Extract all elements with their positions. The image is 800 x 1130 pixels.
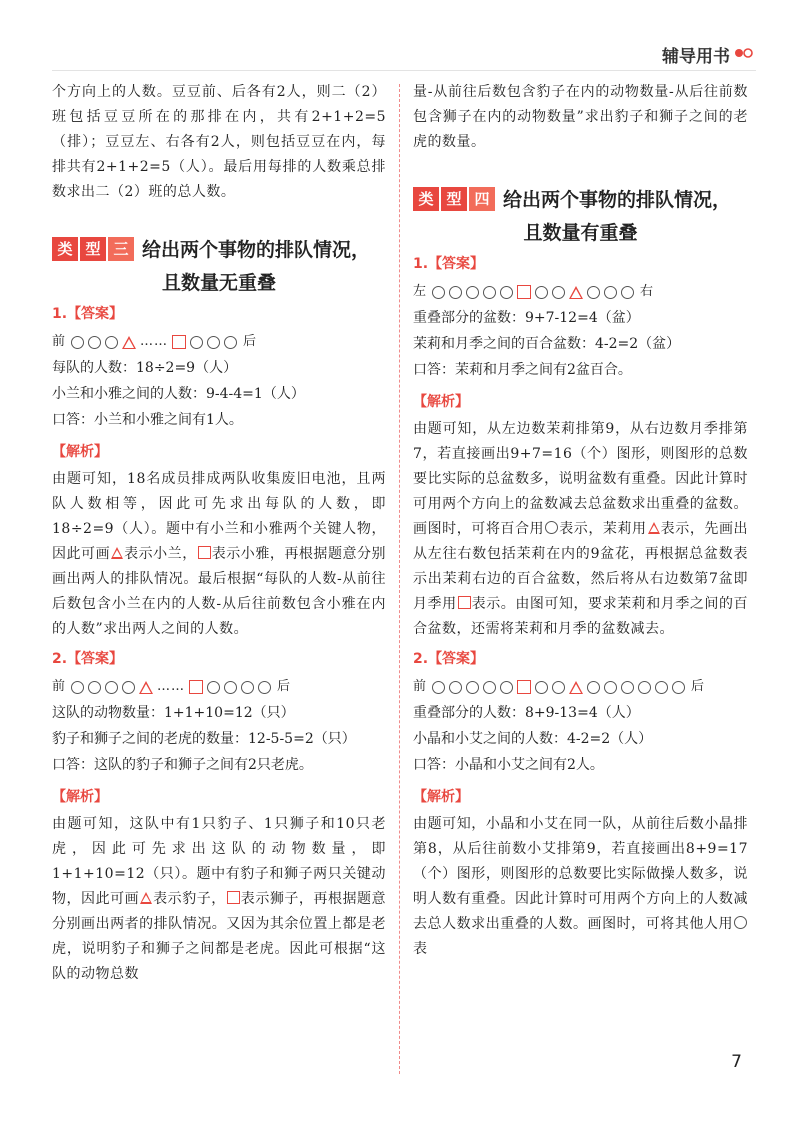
back-label: 后 <box>277 679 291 694</box>
ellipsis: …… <box>157 679 186 694</box>
circle-icon <box>604 286 617 299</box>
section-title-line1: 给出两个事物的排队情况， <box>503 189 732 211</box>
triangle-icon <box>140 892 152 904</box>
q2-line: 口答：这队的豹子和狮子之间有2只老虎。 <box>52 757 313 773</box>
front-label: 前 <box>52 679 66 694</box>
analysis-text: 由题可知，小晶和小艾在同一队，从前往后数小晶排第8，从后往前数小艾排第9，若直接画出8+9=17（个）图形，则图形的总数要比实际做操人数多，说明人数有重叠。因此计算时可用两个方向上的人数减去总人数求出重叠的人数。画图时，可将其他人用 <box>413 816 748 932</box>
circle-icon <box>621 681 634 694</box>
section-title-line2: 且数量有重叠 <box>523 222 638 244</box>
circle-icon <box>535 286 548 299</box>
q1-diagram <box>52 329 386 355</box>
q1-analysis <box>52 467 386 642</box>
badge-char: 四 <box>469 187 495 211</box>
back-label: 后 <box>243 334 257 349</box>
square-icon <box>189 680 203 694</box>
badge-char: 类 <box>52 237 78 261</box>
question-number: 1. <box>52 306 68 322</box>
triangle-icon <box>122 336 136 349</box>
section-badge <box>52 237 136 261</box>
r-q1-answer-label <box>413 251 748 277</box>
circle-icon <box>500 681 513 694</box>
circle-icon <box>483 286 496 299</box>
circle-icon <box>535 681 548 694</box>
header-rule <box>52 70 756 71</box>
circle-icon <box>207 336 220 349</box>
section-type-3-heading <box>52 235 386 295</box>
circle-icon <box>432 286 445 299</box>
q2-diagram <box>52 674 386 700</box>
analysis-text: 由题可知，18名成员排成两队收集废旧电池，且两队人数相等，因此可先求出每队的人数，即18÷2=9（人）。题中有小兰和小雅两个关键人物，因此可画 <box>52 471 386 562</box>
circle-icon <box>466 286 479 299</box>
circle-icon <box>71 336 84 349</box>
back-label: 后 <box>691 679 705 694</box>
circle-icon <box>552 681 565 694</box>
circle-icon <box>449 681 462 694</box>
r-q1-diagram <box>413 279 748 305</box>
right-intro: 量-从前往后数包含豹子在内的动物数量-从后往前数包含狮子在内的动物数量”求出豹子和狮子之间的老虎的数量。 <box>413 84 748 150</box>
analysis-text: 由题可知，这队中有1只豹子、1只狮子和10只老虎，因此可先求出这队的动物数量，即1+1+10=12（只）。题中有豹子和狮子两只关键动物，因此可画 <box>52 816 386 907</box>
circle-icon <box>587 681 600 694</box>
r-q1-line: 重叠部分的盆数：9+7-12=4（盆） <box>413 310 640 326</box>
r-q2-analysis <box>413 812 748 962</box>
circle-icon <box>672 681 685 694</box>
square-icon <box>458 596 471 609</box>
triangle-icon <box>569 286 583 299</box>
square-icon <box>227 891 240 904</box>
ellipsis: …… <box>140 334 169 349</box>
square-icon <box>517 680 531 694</box>
analysis-text: 表示狮子，再根据题意分别画出两者的排队情况。又因为其余位置上都是老虎，说明豹子和狮子之间都是老虎。因此可根据“这队的动物总数 <box>52 891 387 982</box>
answer-label: 【答案】 <box>67 651 124 667</box>
circle-icon <box>207 681 220 694</box>
analysis-text: 表示小雅，再根据题意分别画出两人的排队情况。最后根据“每队的人数-从前往后数包含小兰在内的人数-从后往前数包含小雅在内的人数”求出两人之间的人数。 <box>52 546 387 637</box>
r-q1-analysis <box>413 417 748 642</box>
badge-char: 类 <box>413 187 439 211</box>
question-number: 2. <box>413 651 429 667</box>
section-title-line1: 给出两个事物的排队情况， <box>142 239 371 261</box>
right-column <box>413 80 748 962</box>
analysis-text: 表示。由图可知，要求茉莉和月季之间的百合盆数，还需将茉莉和月季的盆数减去。 <box>413 596 749 637</box>
question-number: 1. <box>413 256 429 272</box>
q2-line: 豹子和狮子之间的老虎的数量：12-5-5=2（只） <box>52 731 356 747</box>
circle-icon <box>604 681 617 694</box>
q2-answer-label <box>52 646 386 672</box>
r-q2-line: 重叠部分的人数：8+9-13=4（人） <box>413 705 640 721</box>
circle-icon <box>449 286 462 299</box>
column-divider <box>399 84 400 1074</box>
header-title: 辅导用书 <box>662 47 730 67</box>
q2-analysis <box>52 812 386 987</box>
right-label: 右 <box>640 284 654 299</box>
r-q2-diagram <box>413 674 748 700</box>
answer-label: 【答案】 <box>67 306 124 322</box>
front-label: 前 <box>52 334 66 349</box>
badge-char: 型 <box>80 237 106 261</box>
answer-label: 【答案】 <box>428 256 485 272</box>
badge-char: 型 <box>441 187 467 211</box>
square-icon <box>517 285 531 299</box>
analysis-text: 表 <box>413 941 428 957</box>
analysis-text: 表示小兰， <box>124 546 197 562</box>
page-number: 7 <box>731 1052 742 1072</box>
circle-icon <box>638 681 651 694</box>
circle-icon <box>483 681 496 694</box>
circle-icon <box>655 681 668 694</box>
circle-icon <box>621 286 634 299</box>
circle-icon <box>88 681 101 694</box>
circle-icon <box>241 681 254 694</box>
r-q2-line: 小晶和小艾之间的人数：4-2=2（人） <box>413 731 653 747</box>
q1-answer-label <box>52 301 386 327</box>
q2-line: 这队的动物数量：1+1+10=12（只） <box>52 705 295 721</box>
analysis-text: 由题可知，从左边数茉莉排第9，从右边数月季排第7，若直接画出9+7=16（个）图形，则图形的总数要比实际的总盆数多，说明盆数有重叠。因此计算时可用两个方向上的盆数减去总盆数求出重叠的盆数。画图时，可将百合用 <box>413 421 748 537</box>
square-icon <box>172 335 186 349</box>
analysis-text: 表示，先画出从左往右数包括茉莉在内的9盆花，再根据总盆数表示出茉莉右边的百合盆数，然后将从右边数第7盆即月季用 <box>413 521 749 612</box>
r-q2-line: 口答：小晶和小艾之间有2人。 <box>413 757 604 773</box>
circle-icon <box>587 286 600 299</box>
circle-icon <box>258 681 271 694</box>
section-badge <box>413 187 497 211</box>
analysis-text: 表示，茉莉用 <box>559 521 647 537</box>
circle-icon <box>466 681 479 694</box>
section-title-line2: 且数量无重叠 <box>161 272 276 294</box>
header-dots-icon <box>734 47 754 59</box>
circle-icon <box>105 336 118 349</box>
r-q2-analysis-label: 【解析】 <box>413 789 469 805</box>
triangle-icon <box>111 547 123 559</box>
circle-icon <box>88 336 101 349</box>
square-icon <box>198 546 211 559</box>
answer-label: 【答案】 <box>428 651 485 667</box>
q1-line: 口答：小兰和小雅之间有1人。 <box>52 412 243 428</box>
front-label: 前 <box>413 679 427 694</box>
r-q2-answer-label <box>413 646 748 672</box>
left-column <box>52 80 386 987</box>
r-q1-line: 口答：茉莉和月季之间有2盆百合。 <box>413 362 632 378</box>
q1-analysis-label: 【解析】 <box>52 444 108 460</box>
section-type-4-heading <box>413 185 748 245</box>
question-number: 2. <box>52 651 68 667</box>
circle-icon <box>432 681 445 694</box>
q1-line: 每队的人数：18÷2=9（人） <box>52 360 238 376</box>
circle-icon <box>224 336 237 349</box>
q1-line: 小兰和小雅之间的人数：9-4-4=1（人） <box>52 386 305 402</box>
circle-icon <box>734 916 747 929</box>
q2-analysis-label: 【解析】 <box>52 789 108 805</box>
circle-icon <box>545 521 558 534</box>
left-label: 左 <box>413 284 427 299</box>
circle-icon <box>552 286 565 299</box>
circle-icon <box>71 681 84 694</box>
badge-char: 三 <box>108 237 134 261</box>
circle-icon <box>500 286 513 299</box>
analysis-text: 表示豹子， <box>153 891 226 907</box>
triangle-icon <box>648 522 660 534</box>
triangle-icon <box>139 681 153 694</box>
circle-icon <box>122 681 135 694</box>
triangle-icon <box>569 681 583 694</box>
circle-icon <box>224 681 237 694</box>
circle-icon <box>105 681 118 694</box>
circle-icon <box>190 336 203 349</box>
r-q1-line: 茉莉和月季之间的百合盆数：4-2=2（盆） <box>413 336 681 352</box>
r-q1-analysis-label: 【解析】 <box>413 394 469 410</box>
left-intro: 个方向上的人数。豆豆前、后各有2人，则二（2）班包括豆豆所在的那排在内，共有2+1+2=5（排）；豆豆左、右各有2人，则包括豆豆在内，每排共有2+1+2=5（人）。最后用每排的人数乘总排数求出二（2）班的总人数。 <box>52 84 386 200</box>
